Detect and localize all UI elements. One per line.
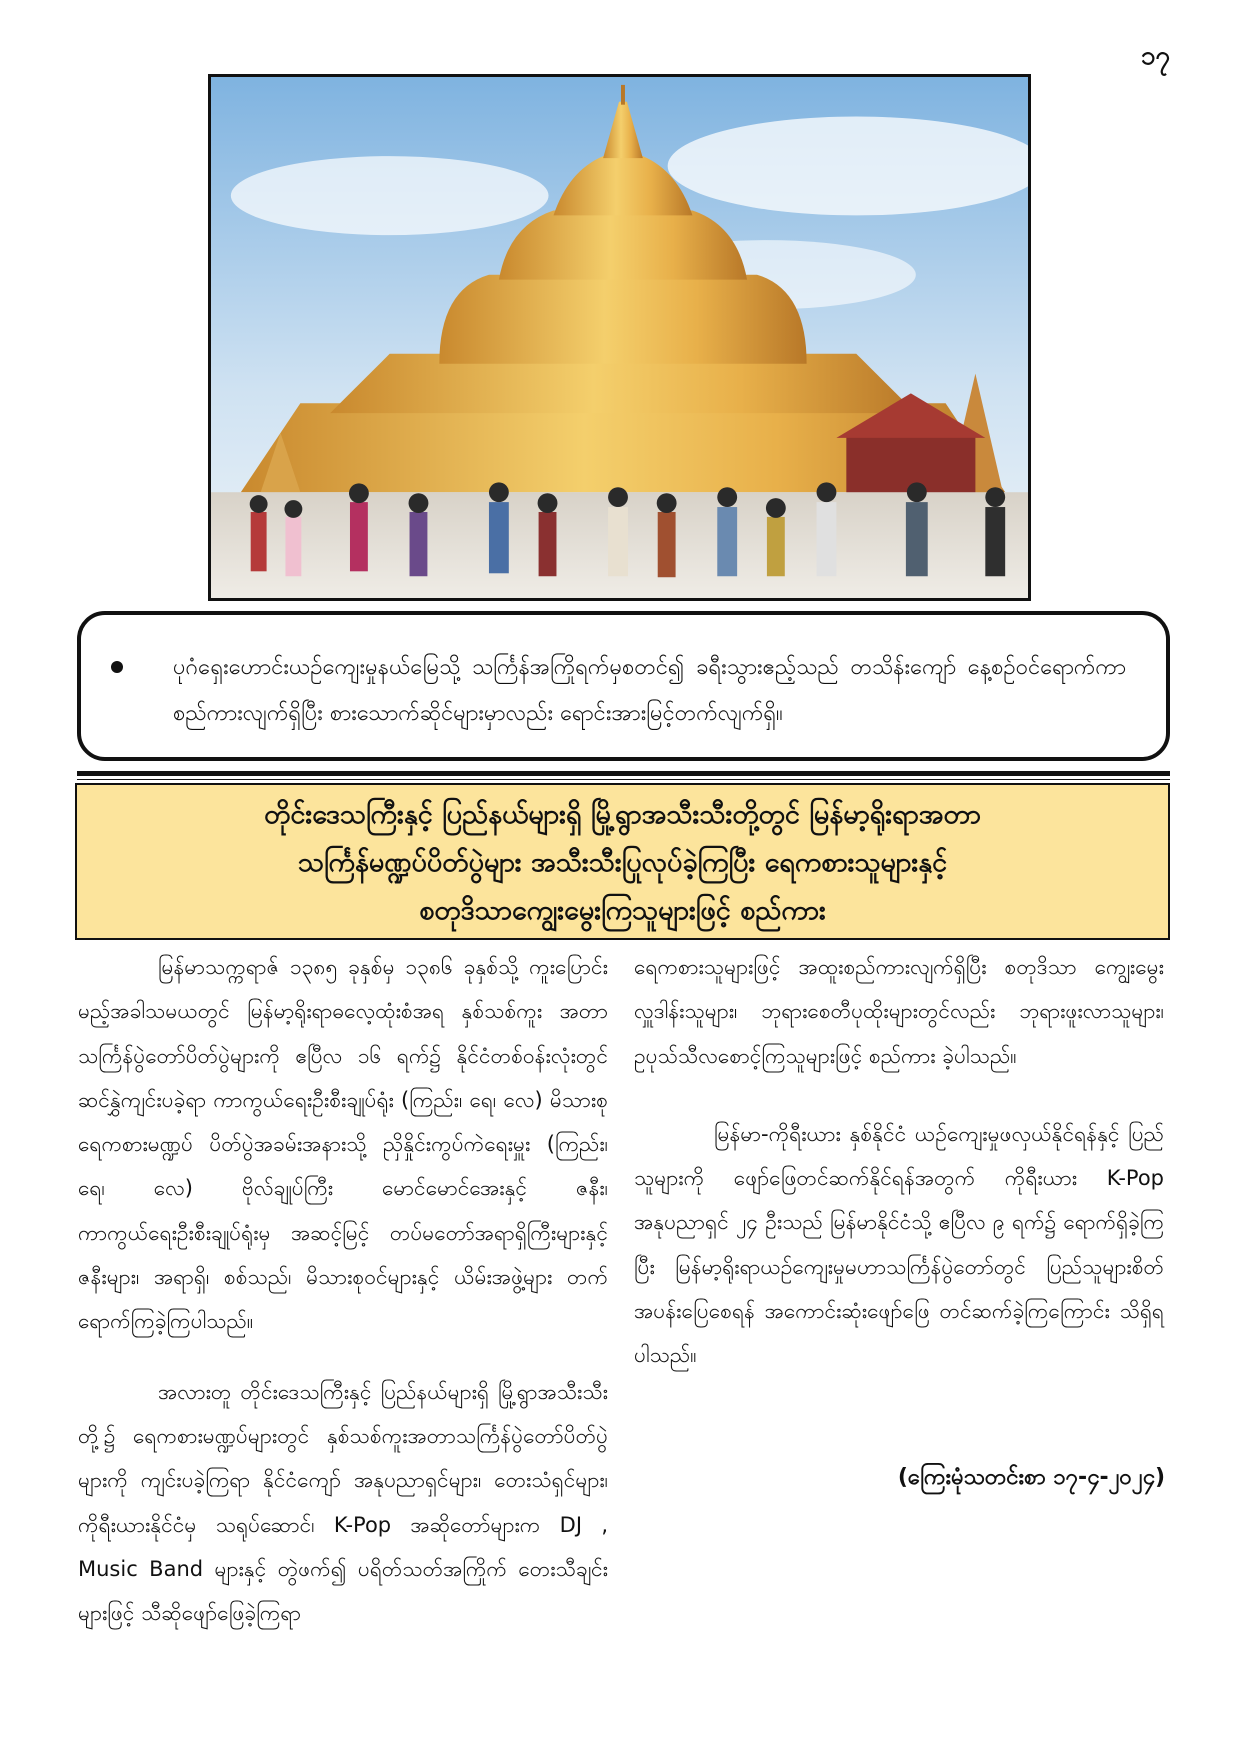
article-paragraph: မြန်မာ-ကိုရီးယား နှစ်နိုင်ငံ ယဉ်ကျေးမှုဖလှယ်နိုင်ရန်နှင့် ပြည်သူများကို ဖျော်ဖြေတင်ဆက်နိုင်ရန်အတွက် ကိုရီးယား K-Pop အနုပညာရှင် ၂၄ ဦးသည် မြန်မာနိုင်ငံသို့ ဧပြီလ ၉ ရက်၌ ရောက်ရှိခဲ့ကြပြီး မြန်မာ့ရိုးရာယဉ်ကျေးမှုမဟာသင်္ကြန်ပွဲတော်တွင် ပြည်သူများစိတ်အပန်းပြေစေရန် အကောင်းဆုံးဖျော်ဖြေ တင်ဆက်ခဲ့ကြကြောင်း သိရှိရပါသည်။ xyxy=(634,1121,1164,1368)
pagoda-umbrella xyxy=(621,85,625,105)
caption-text: ပုဂံရှေးဟောင်းယဉ်ကျေးမှုနယ်မြေသို့ သင်္ကြန်အကြိုရက်မှစတင်၍ ခရီးသွားဧည့်သည် တသိန်းကျော် နေ့စဉ်ဝင်ရောက်ကာ စည်ကားလျက်ရှိပြီး စားသောက်ဆိုင်များမှာလည်း ရောင်းအားမြင့်တက်လျက်ရှိ။ xyxy=(173,655,1126,726)
article-paragraph: ရေကစားသူများဖြင့် အထူးစည်ကားလျက်ရှိပြီး စတုဒိသာ ကျွေးမွေးလှူဒါန်းသူများ၊ ဘုရားစေတီပုထိုးများတွင်လည်း ဘုရားဖူးလာသူများ၊ ဥပုသ်သီလစောင့်ကြသူများဖြင့် စည်ကား ခဲ့ပါသည်။ xyxy=(634,955,1164,1068)
pagoda-bell xyxy=(499,210,747,279)
headline-line: တိုင်းဒေသကြီးနှင့် ပြည်နယ်များရှိ မြို့ရွာအသီးသီးတို့တွင် မြန်မာ့ရိုးရာအတာ xyxy=(264,799,981,830)
cloud xyxy=(231,156,549,235)
page-number: ၁၇ xyxy=(1140,41,1170,71)
pagoda-photo xyxy=(208,74,1031,601)
article-paragraph: မြန်မာသက္ကရာဇ် ၁၃၈၅ ခုနှစ်မှ ၁၃၈၆ ခုနှစ်သို့ ကူးပြောင်းမည့်အခါသမယတွင် မြန်မာ့ရိုးရာဓလေ့ထုံးစံအရ နှစ်သစ်ကူး အတာသင်္ကြန်ပွဲတော်ပိတ်ပွဲများကို ဧပြီလ ၁၆ ရက်၌ နိုင်ငံတစ်ဝန်းလုံးတွင် ဆင်နွှဲကျင်းပခဲ့ရာ ကာကွယ်ရေးဦးစီးချုပ်ရုံး (ကြည်း၊ ရေ၊ လေ) မိသားစုရေကစားမဏ္ဍပ် ပိတ်ပွဲအခမ်းအနားသို့ ညှိနှိုင်းကွပ်ကဲရေးမှူး (ကြည်း၊ ရေ၊ လေ) ဗိုလ်ချုပ်ကြီး မောင်မောင်အေးနှင့် ဇနီး၊ ကာကွယ်ရေးဦးစီးချုပ်ရုံးမှ အဆင့်မြင့် တပ်မတော်အရာရှိကြီးများနှင့် ဇနီးများ၊ အရာရှိ၊ စစ်သည်၊ မိသားစုဝင်များနှင့် ယိမ်းအဖွဲ့များ တက်ရောက်ကြခဲ့ကြပါသည်။ xyxy=(78,955,608,1334)
source-credit: (ကြေးမုံသတင်းစာ ၁၇-၄-၂၀၂၄) xyxy=(897,1465,1165,1490)
article-column-right xyxy=(634,945,1164,1378)
article-column-left xyxy=(78,945,608,1635)
headline-box xyxy=(75,783,1170,940)
cloud xyxy=(668,117,1028,216)
pagoda-illustration xyxy=(211,77,1028,598)
headline-line: စတုဒိသာကျွေးမွေးကြသူများဖြင့် စည်ကား xyxy=(419,895,826,926)
pagoda-bell xyxy=(439,275,806,364)
bullet-icon xyxy=(111,661,123,673)
headline-line: သင်္ကြန်မဏ္ဍပ်ပိတ်ပွဲများ အသီးသီးပြုလုပ်ခဲ့ကြပြီး ရေကစားသူများနှင့် xyxy=(297,847,948,878)
divider xyxy=(77,771,1170,776)
photo-caption-box xyxy=(77,611,1170,761)
divider xyxy=(77,779,1170,780)
article-paragraph: အလားတူ တိုင်းဒေသကြီးနှင့် ပြည်နယ်များရှိ မြို့ရွာအသီးသီးတို့၌ ရေကစားမဏ္ဍပ်များတွင် နှစ်သစ်ကူးအတာသင်္ကြန်ပွဲတော်ပိတ်ပွဲများကို ကျင်းပခဲ့ကြရာ နိုင်ငံကျော် အနုပညာရှင်များ၊ တေးသံရှင်များ၊ ကိုရီးယားနိုင်ငံမှ သရုပ်ဆောင်၊ K-Pop အဆိုတော်များက DJ , Music Band များနှင့် တွဲဖက်၍ ပရိတ်သတ်အကြိုက် တေးသီချင်းများဖြင့် သီဆိုဖျော်ဖြေခဲ့ကြရာ xyxy=(78,1379,608,1626)
